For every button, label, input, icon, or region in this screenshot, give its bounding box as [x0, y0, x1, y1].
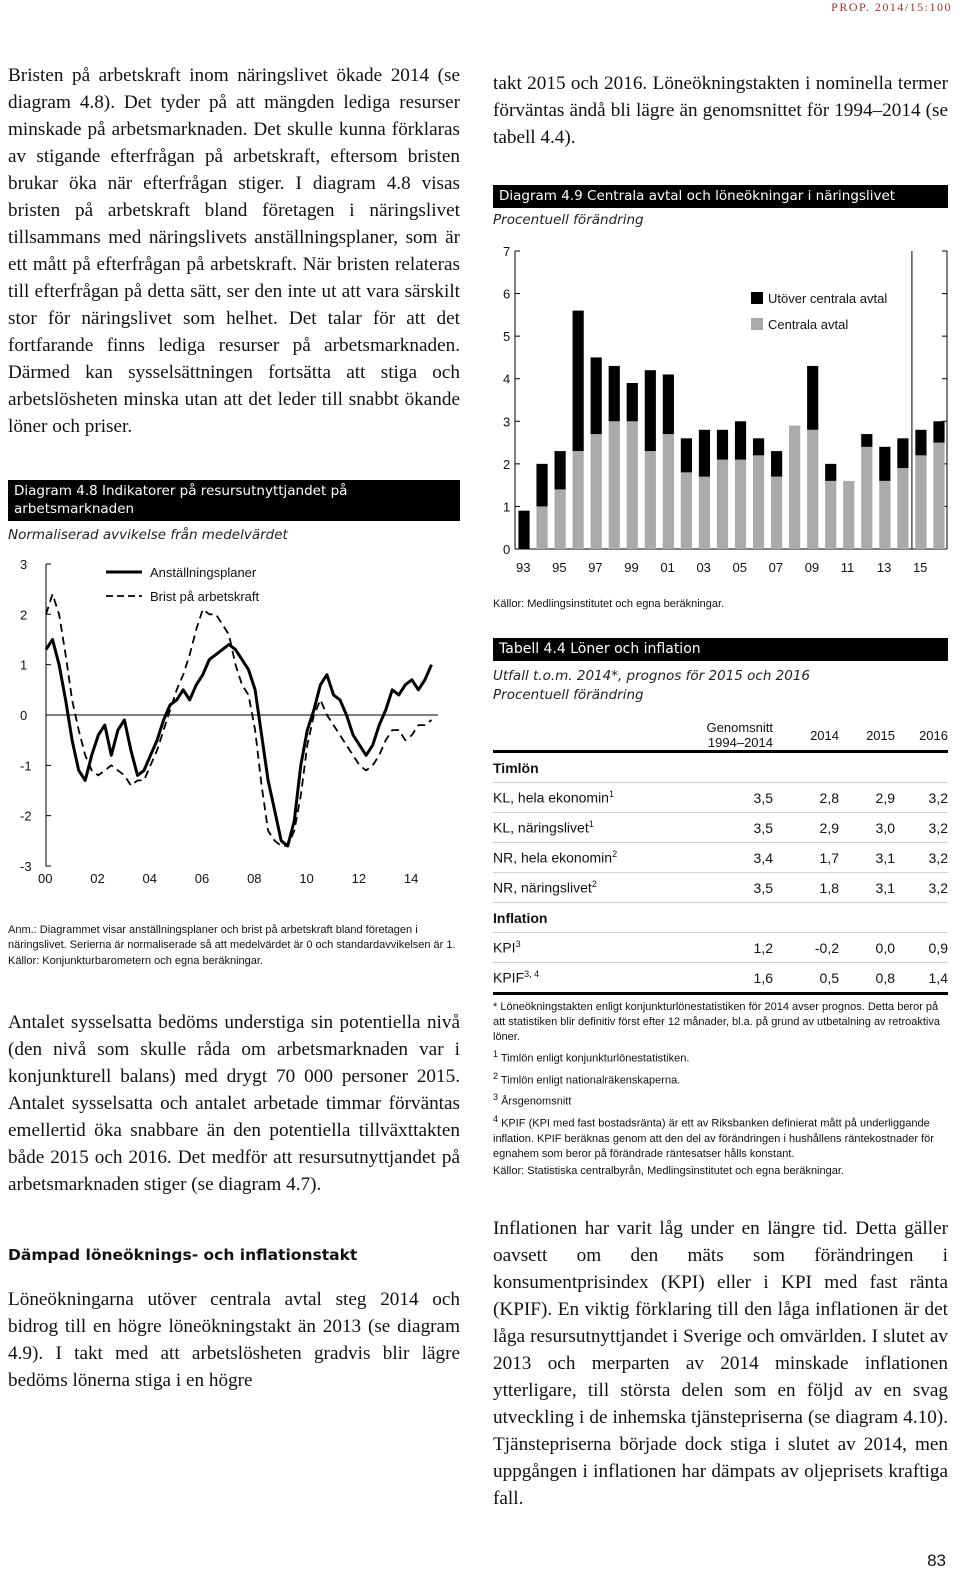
table-4-4 — [493, 638, 948, 1179]
bar-centrala-avtal — [825, 481, 836, 549]
table-row — [493, 933, 948, 963]
x-tick-label: 11 — [840, 560, 855, 575]
y-tick-label: 3 — [503, 414, 511, 430]
table-footnote-star: * Löneökningstakten enligt konjunkturlönestatistiken för 2014 avser prognos. Detta beror på att statistiken blir definitiv först efter 12 månader, bl.a. på grund av utbetalning av retroaktiva löner. — [493, 1001, 940, 1043]
y-tick-label: 3 — [20, 557, 28, 572]
y-tick-label: -2 — [20, 808, 32, 824]
row-label: KL, näringslivet$^1$ — [493, 813, 668, 843]
bar-utover-centrala-avtal — [627, 383, 638, 421]
left-paragraph-3: Löneökningarna utöver centrala avtal steg 2014 och bidrog till en högre löneökningstakt än 2013 (se diagram 4.9). I takt med att arbetslösheten gradvis blir lägre bedöms lönerna stiga i en högre — [8, 1289, 460, 1391]
section-heading: Dämpad löneöknings- och inflationstakt — [8, 1246, 358, 1264]
x-tick-label: 08 — [247, 871, 262, 886]
bar-centrala-avtal — [789, 426, 800, 549]
legend-label: Centrala avtal — [768, 317, 849, 332]
cell-y2014: 2,9 — [773, 813, 839, 843]
bar-centrala-avtal — [663, 434, 674, 549]
x-tick-label: 09 — [804, 560, 820, 575]
table-4-4-subtitle-2: Procentuell förändring — [493, 687, 644, 703]
bar-centrala-avtal — [591, 434, 602, 549]
figure-4-8-subtitle: Normaliserad avvikelse från medelvärdet — [8, 527, 288, 543]
x-tick-label: 99 — [624, 560, 639, 575]
y-tick-label: 2 — [503, 456, 511, 472]
bar-chart-4-9 — [493, 229, 948, 594]
row-label: KL, hela ekonomin$^1$ — [493, 783, 668, 813]
cell-y2015: 0,8 — [839, 963, 895, 993]
x-tick-label: 00 — [38, 871, 53, 886]
x-tick-label: 97 — [588, 560, 603, 575]
bar-centrala-avtal — [879, 481, 890, 549]
bar-utover-centrala-avtal — [915, 430, 926, 456]
bar-centrala-avtal — [753, 455, 764, 549]
row-label: KPI$^3$ — [493, 933, 668, 963]
row-label: KPIF$^{3, 4}$ — [493, 963, 668, 993]
x-tick-label: 06 — [194, 871, 210, 886]
y-tick-label: 1 — [20, 657, 28, 673]
bar-utover-centrala-avtal — [861, 434, 872, 447]
x-tick-label: 02 — [90, 871, 105, 886]
x-tick-label: 14 — [403, 871, 419, 886]
bar-centrala-avtal — [681, 472, 692, 549]
legend-label: Utöver centrala avtal — [768, 291, 888, 306]
bar-utover-centrala-avtal — [753, 438, 764, 455]
figure-4-9-title: Diagram 4.9 Centrala avtal och löneökningar i näringslivet — [493, 185, 948, 208]
left-paragraph-1: Bristen på arbetskraft inom näringslivet ökade 2014 (se diagram 4.8). Det tyder på att mängden lediga resurser minskade på arbetsmarknaden. Det skulle kunna förklaras av stigande efterfrågan på arbetskraft, eftersom bristen brukar öka när efterfrågan stiger. I diagram 4.8 visas bristen på arbetskraft bland företagen i näringslivet tillsammans med näringslivets anställningsplaner, som är ett mått på efterfrågan på arbetskraft. När bristen relateras till efterfrågan på detta sätt, ser den inte ut att vara särskilt stor för näringslivet som helhet. Det talar för att det fortfarande finns lediga resurser på arbetsmarknaden. Därmed kan sysselsättningen fortsätta att stiga och arbetslösheten minska utan att det leder till snabbt ökande löner och priser. — [8, 65, 460, 437]
cell-y2016: 1,4 — [895, 963, 948, 993]
cell-avg: 3,5 — [668, 813, 773, 843]
cell-avg: 3,4 — [668, 843, 773, 873]
y-tick-label: 0 — [20, 708, 28, 723]
bar-utover-centrala-avtal — [717, 430, 728, 460]
bar-utover-centrala-avtal — [536, 464, 547, 507]
x-tick-label: 01 — [660, 560, 675, 575]
figure-4-9-subtitle: Procentuell förändring — [493, 212, 644, 228]
x-tick-label: 12 — [351, 871, 367, 886]
bar-utover-centrala-avtal — [609, 366, 620, 421]
cell-y2015: 3,1 — [839, 843, 895, 873]
table-footnote-2: $^2$ Timlön enligt nationalräkenskaperna. — [493, 1070, 681, 1087]
table-header-row — [493, 720, 948, 752]
col-header-2016: 2016 — [895, 720, 948, 752]
bar-centrala-avtal — [699, 477, 710, 549]
table-footnote-3: $^3$ Årsgenomsnitt — [493, 1092, 572, 1108]
y-tick-label: 2 — [20, 607, 28, 623]
running-header: PROP. 2014/15:100 — [831, 0, 952, 14]
inflation-table — [493, 720, 948, 992]
y-tick-label: 6 — [503, 286, 511, 302]
y-tick-label: 0 — [503, 542, 511, 557]
legend-label: Anställningsplaner — [150, 565, 257, 580]
x-tick-label: 15 — [912, 560, 928, 575]
bar-centrala-avtal — [536, 506, 547, 549]
cell-y2015: 2,9 — [839, 783, 895, 813]
y-tick-label: -3 — [20, 859, 32, 874]
page-number: 83 — [927, 1551, 946, 1570]
y-tick-label: 5 — [503, 329, 511, 345]
bar-utover-centrala-avtal — [663, 374, 674, 434]
cell-y2016: 3,2 — [895, 813, 948, 843]
line-chart-4-8 — [8, 544, 460, 916]
x-tick-label: 05 — [732, 560, 747, 575]
bar-centrala-avtal — [915, 455, 926, 549]
table-footnote-4: $^4$ KPIF (KPI med fast bostadsränta) är ett av Riksbanken definierat mått på underliggande inflation. KPIF beräknas genom att den del av förändringen i hushållens räntekostnader för egnahem som beror på förändrade räntesatser hålls konstant. — [493, 1113, 934, 1160]
bar-centrala-avtal — [861, 447, 872, 549]
bar-utover-centrala-avtal — [681, 438, 692, 472]
bar-centrala-avtal — [627, 421, 638, 549]
right-paragraph-2: Inflationen har varit låg under en längre tid. Detta gäller oavsett om den mäts som förändringen i konsumentprisindex (KPI) eller i KPI med fast ränta (KPIF). En viktig förklaring till den låga inflationen är det låga resursutnyttjandet i Sverige och omvärlden. I slutet av 2013 och merparten av 2014 minskade inflationen ytterligare, till största delen som en följd av en svag utveckling i de inhemska tjänstepriserna (se diagram 4.10). Tjänstepriserna började dock stiga i slutet av 2014, men uppgången i inflationen har dämpats av oljeprisets kraftiga fall. — [493, 1217, 948, 1509]
cell-y2015: 3,1 — [839, 873, 895, 903]
y-tick-label: -1 — [20, 758, 32, 774]
figure-4-8-title: Diagram 4.8 Indikatorer på resursutnyttjandet på arbetsmarknaden — [8, 480, 460, 521]
bar-utover-centrala-avtal — [771, 451, 782, 477]
bar-utover-centrala-avtal — [591, 357, 602, 434]
right-paragraph-1: takt 2015 och 2016. Löneökningstakten i nominella termer förväntas ändå bli lägre än genomsnittet för 1994–2014 (se tabell 4.4). — [493, 73, 948, 148]
col-header-2014: 2014 — [773, 720, 839, 752]
x-tick-label: 03 — [696, 560, 711, 575]
bar-centrala-avtal — [717, 460, 728, 549]
bar-centrala-avtal — [771, 477, 782, 549]
bar-centrala-avtal — [609, 421, 620, 549]
group-row-inflation: Inflation — [493, 903, 948, 933]
cell-y2014: 1,8 — [773, 873, 839, 903]
left-column — [8, 62, 460, 1394]
y-tick-label: 7 — [503, 244, 511, 259]
table-source: Källor: Statistiska centralbyrån, Medlingsinstitutet och egna beräkningar. — [493, 1164, 844, 1177]
series-line-brist — [46, 594, 432, 846]
y-tick-label: 4 — [503, 371, 511, 387]
bar-utover-centrala-avtal — [879, 447, 890, 481]
table-row — [493, 783, 948, 813]
cell-avg: 1,2 — [668, 933, 773, 963]
figure-4-8-note: Anm.: Diagrammet visar anställningsplaner och brist på arbetskraft bland företagen i näringslivet. Serierna är normaliserade så att medelvärdet är 0 och standardavvikelsen är 1. — [8, 924, 456, 951]
cell-y2016: 3,2 — [895, 873, 948, 903]
bar-utover-centrala-avtal — [645, 370, 656, 451]
bar-centrala-avtal — [555, 489, 566, 549]
cell-y2015: 3,0 — [839, 813, 895, 843]
cell-avg: 3,5 — [668, 873, 773, 903]
bar-centrala-avtal — [735, 460, 746, 549]
table-row — [493, 843, 948, 873]
cell-y2014: 0,5 — [773, 963, 839, 993]
cell-y2014: 2,8 — [773, 783, 839, 813]
bar-utover-centrala-avtal — [807, 366, 818, 430]
bar-utover-centrala-avtal — [933, 421, 944, 442]
cell-y2016: 3,2 — [895, 783, 948, 813]
bar-centrala-avtal — [645, 451, 656, 549]
figure-4-9 — [493, 185, 948, 612]
right-column — [493, 70, 948, 1512]
cell-avg: 1,6 — [668, 963, 773, 993]
col-header-2015: 2015 — [839, 720, 895, 752]
x-tick-label: 10 — [299, 871, 314, 886]
table-4-4-subtitle-1: Utfall t.o.m. 2014*, prognos för 2015 och 2016 — [493, 668, 811, 684]
x-tick-label: 95 — [552, 560, 567, 575]
series-line-anstallningsplaner — [46, 640, 432, 846]
row-label: NR, näringslivet$^2$ — [493, 873, 668, 903]
page-header — [0, 0, 960, 22]
bar-utover-centrala-avtal — [897, 438, 908, 468]
legend-swatch — [751, 292, 763, 304]
bar-centrala-avtal — [897, 468, 908, 549]
group-row-wages: Timlön — [493, 759, 539, 776]
bar-utover-centrala-avtal — [518, 511, 529, 549]
cell-y2015: 0,0 — [839, 933, 895, 963]
cell-avg: 3,5 — [668, 783, 773, 813]
bar-utover-centrala-avtal — [573, 311, 584, 451]
figure-4-9-source: Källor: Medlingsinstitutet och egna beräkningar. — [493, 598, 725, 610]
cell-y2014: 1,7 — [773, 843, 839, 873]
x-tick-label: 07 — [768, 560, 784, 575]
legend-label: Brist på arbetskraft — [150, 589, 260, 604]
table-row — [493, 963, 948, 993]
table-4-4-title: Tabell 4.4 Löner och inflation — [493, 638, 948, 661]
cell-y2016: 0,9 — [895, 933, 948, 963]
x-tick-label: 93 — [516, 560, 531, 575]
bar-utover-centrala-avtal — [555, 451, 566, 489]
y-tick-label: 1 — [503, 499, 511, 515]
figure-4-8 — [8, 480, 460, 969]
cell-y2016: 3,2 — [895, 843, 948, 873]
figure-4-8-source: Källor: Konjunkturbarometern och egna beräkningar. — [8, 955, 263, 967]
left-paragraph-2: Antalet sysselsatta bedöms understiga sin potentiella nivå (den nivå som skulle råda om arbetsmarknaden var i konjunkturell balans) med drygt 70 000 personer 2015. Antalet sysselsatta och antalet arbetade timmar förväntas emellertid öka snabbare än den potentiella tillväxttakten både 2015 och 2016. Det medför att resursutnyttjandet på arbetsmarknaden stiger (se diagram 4.7). — [8, 1012, 460, 1195]
bar-centrala-avtal — [807, 430, 818, 549]
bar-utover-centrala-avtal — [735, 421, 746, 459]
x-tick-label: 04 — [142, 871, 158, 886]
bar-centrala-avtal — [573, 451, 584, 549]
col-header-average: Genomsnitt 1994–2014 — [668, 720, 773, 752]
bar-utover-centrala-avtal — [699, 430, 710, 477]
legend-swatch — [751, 318, 763, 330]
x-tick-label: 13 — [876, 560, 892, 575]
bar-centrala-avtal — [843, 481, 854, 549]
table-footnote-1: $^1$ Timlön enligt konjunkturlönestatistiken. — [493, 1049, 690, 1065]
bar-centrala-avtal — [933, 443, 944, 549]
table-row — [493, 813, 948, 843]
row-label: NR, hela ekonomin$^2$ — [493, 843, 668, 873]
table-row — [493, 873, 948, 903]
bar-utover-centrala-avtal — [825, 464, 836, 481]
cell-y2014: -0,2 — [773, 933, 839, 963]
